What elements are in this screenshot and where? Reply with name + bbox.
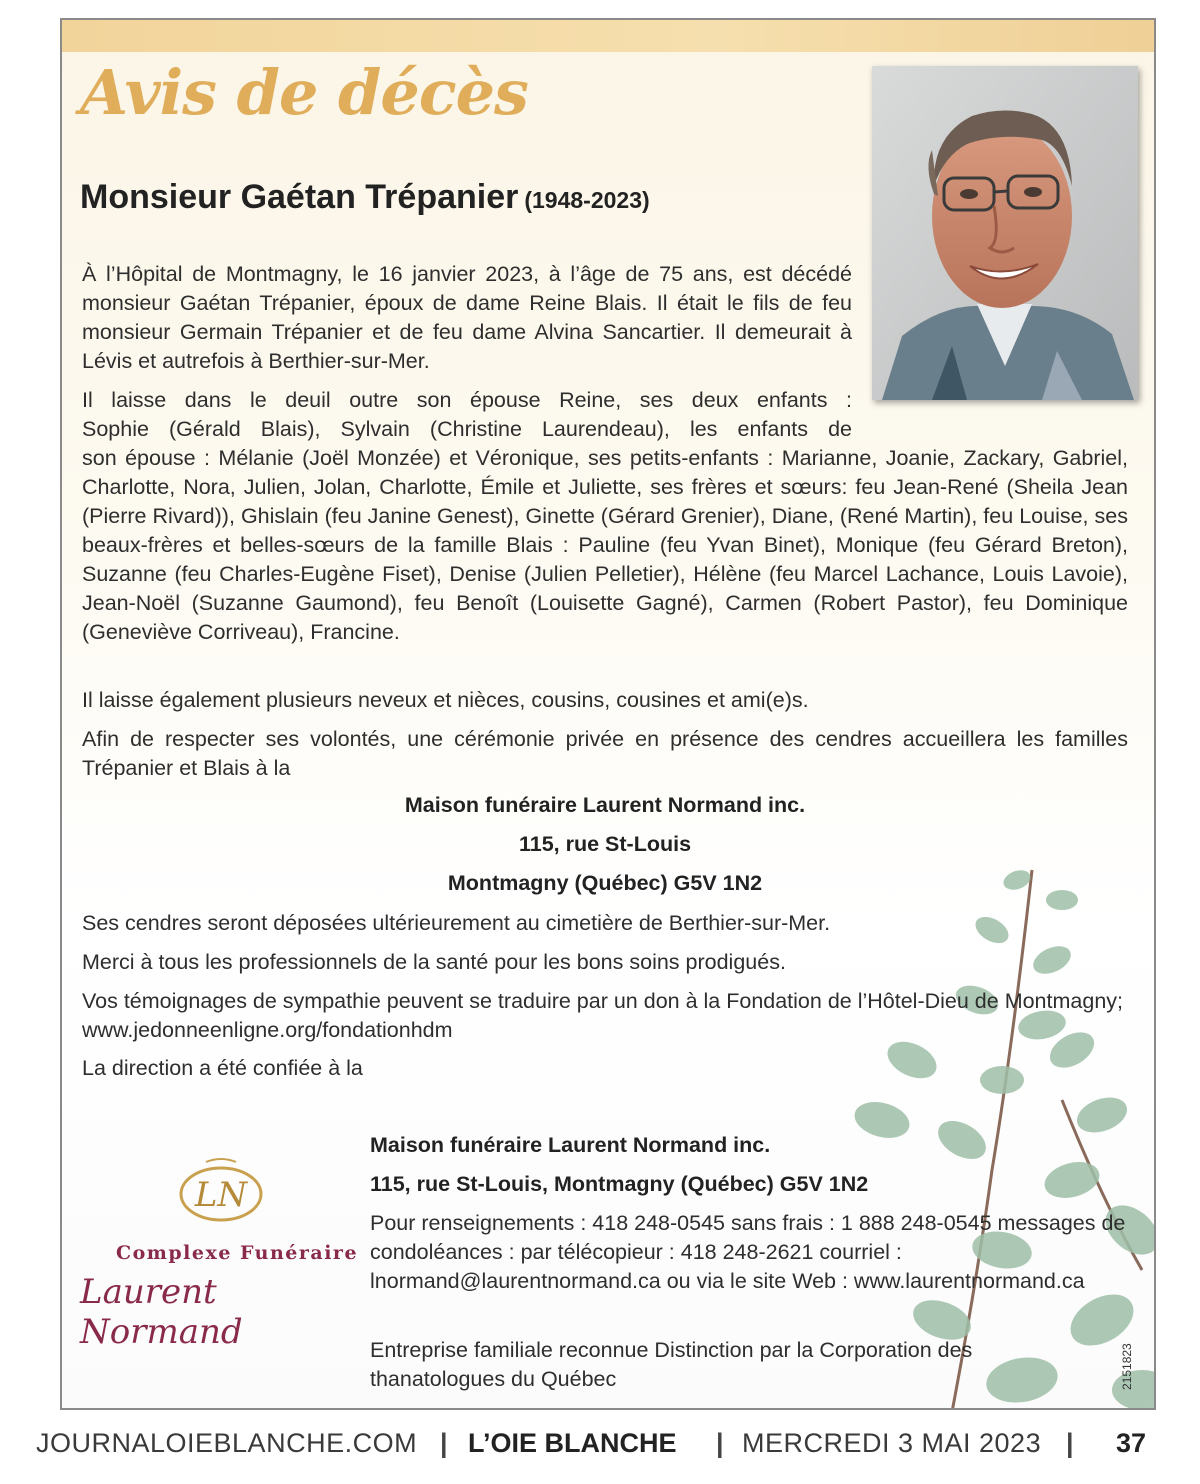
- funeral-home-distinction: Entreprise familiale reconnue Distinction par la Corporation des thanatologues du Québec: [370, 1338, 973, 1391]
- paragraph-ceremony: Afin de respecter ses volontés, une cérémonie privée en présence des cendres accueillera les familles Trépanier et Blais à la: [82, 727, 1128, 780]
- paragraph-death: À l’Hôpital de Montmagny, le 16 janvier 2023, à l’âge de 75 ans, est décédé monsieur Gaétan Trépanier, époux de dame Reine Blais. Il était le fils de feu monsieur Germain Trépanier et de feu dame Alvina Sancartier. Il demeurait à Lévis et autrefois à Berthier-sur-Mer.: [82, 262, 852, 373]
- footer-page-number: 37: [1116, 1428, 1147, 1458]
- venue-city: Montmagny (Québec) G5V 1N2: [447, 871, 763, 895]
- footer-date: MERCREDI 3 MAI 2023: [742, 1428, 1042, 1458]
- footer-separator: |: [716, 1428, 724, 1458]
- top-band: [62, 20, 1154, 52]
- portrait-image: [872, 66, 1138, 400]
- venue-name: Maison funéraire Laurent Normand inc.: [404, 793, 806, 817]
- obituary-card: [60, 18, 1156, 1410]
- line-direction: La direction a été confiée à la: [82, 1056, 363, 1080]
- venue-street: 115, rue St-Louis: [518, 832, 692, 856]
- deceased-years: (1948-2023): [524, 187, 650, 213]
- footer-paper: L’OIE BLANCHE: [468, 1428, 677, 1458]
- deceased-name-text: Monsieur Gaétan Trépanier: [80, 178, 519, 216]
- paragraph-family-line1: Il laisse dans le deuil outre son épouse Reine, ses deux enfants :: [82, 388, 852, 412]
- funeral-home-contact: Pour renseignements : 418 248-0545 sans frais : 1 888 248-0545 messages de condoléances : par télécopieur : 418 248-2621 courriel : lnormand@laurentnormand.ca ou via le site Web : www.laurentnormand.ca: [370, 1211, 1126, 1293]
- paragraph-family-rest: son épouse : Mélanie (Joël Monzée) et Véronique, ses petits-enfants : Marianne, Joanie, Zackary, Gabriel, Charlotte, Nora, Julien, Jolan, Charlotte, Émile et Juliette, ses frères et sœurs: feu Jean-René (Sheila Jean (Pierre Rivard)), Ghislain (feu Janine Genest), Ginette (Gérard Grenier), Diane, (René Martin), feu Louise, ses beaux-frères et belles-sœurs de la famille Blais : Pauline (feu Yvan Binet), Monique (feu Gérard Breton), Suzanne (feu Charles-Eugène Fiset), Denise (Julien Pelletier), Hélène (feu Marcel Lachance, Louis Lavoie), Jean-Noël (Suzanne Gaumond), feu Benoît (Louisette Gagné), Carmen (Robert Pastor), feu Dominique (Geneviève Corriveau), Francine.: [82, 446, 1128, 644]
- funeral-home-logo: [76, 1146, 366, 1352]
- footer-separator: |: [1066, 1428, 1074, 1458]
- funeral-home-name: Maison funéraire Laurent Normand inc.: [370, 1133, 771, 1157]
- footer-separator: |: [440, 1428, 448, 1458]
- portrait-photo: [872, 66, 1138, 400]
- logo-subtitle: Complexe Funéraire: [116, 1242, 359, 1264]
- monogram-icon: [176, 1156, 266, 1226]
- monogram-text: LN: [194, 1175, 248, 1215]
- paragraph-relatives: Il laisse également plusieurs neveux et nièces, cousins, cousines et ami(e)s.: [82, 688, 809, 712]
- logo-script: Laurent Normand: [80, 1272, 243, 1352]
- paragraph-family-line2: Sophie (Gérald Blais), Sylvain (Christine Laurendeau), les enfants de: [82, 417, 852, 441]
- deceased-name: [80, 178, 650, 217]
- footer-site: JOURNALOIEBLANCHE.COM: [36, 1428, 418, 1458]
- ad-reference: 2151823: [1120, 1343, 1134, 1390]
- line-thanks: Merci à tous les professionnels de la santé pour les bons soins prodigués.: [82, 950, 786, 974]
- line-donation: Vos témoignages de sympathie peuvent se traduire par un don à la Fondation de l’Hôtel-Dieu de Montmagny; www.jedonneenligne.org/fondationhdm: [82, 989, 1123, 1042]
- paragraph-family: [82, 386, 1128, 647]
- line-ashes: Ses cendres seront déposées ultérieurement au cimetière de Berthier-sur-Mer.: [82, 911, 831, 935]
- funeral-home-address: 115, rue St-Louis, Montmagny (Québec) G5V 1N2: [370, 1172, 869, 1196]
- notice-heading: Avis de décès: [80, 56, 528, 129]
